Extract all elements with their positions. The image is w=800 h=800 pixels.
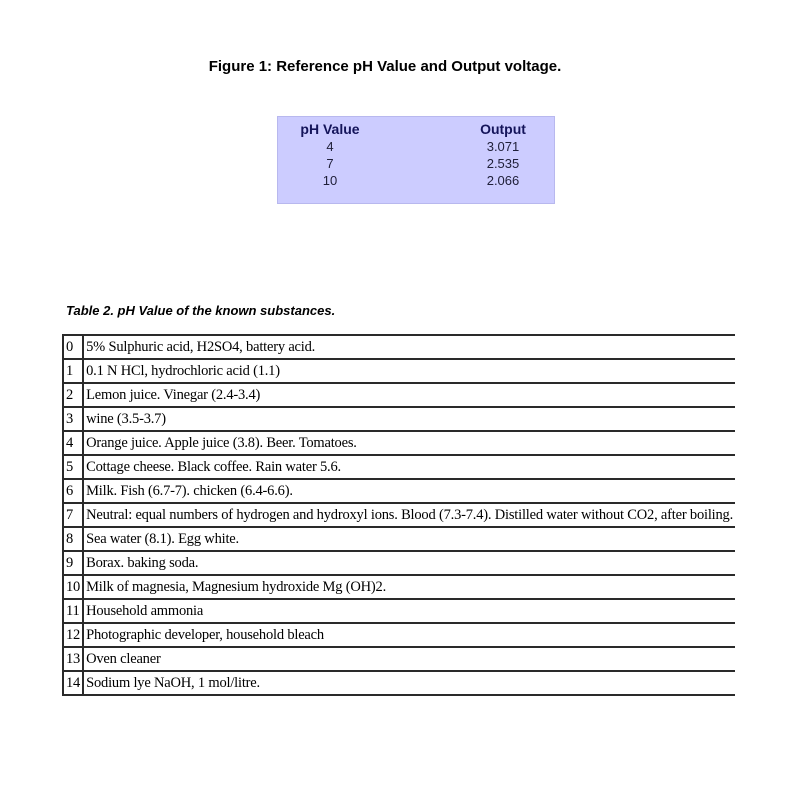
ph-value-cell: 4: [326, 139, 334, 154]
ph-number-cell: 6: [63, 479, 83, 503]
figure-title: Figure 1: Reference pH Value and Output voltage.: [208, 58, 562, 75]
substance-description-cell: Borax. baking soda.: [83, 551, 735, 575]
ph-number-cell: 7: [63, 503, 83, 527]
substance-description-cell: wine (3.5-3.7): [83, 407, 735, 431]
substance-description-cell: Sea water (8.1). Egg white.: [83, 527, 735, 551]
substance-description-cell: Milk. Fish (6.7-7). chicken (6.4-6.6).: [83, 479, 735, 503]
output-cell: 2.066: [486, 173, 520, 188]
ph-value-column: [292, 121, 368, 189]
ph-number-cell: 2: [63, 383, 83, 407]
table-row: [63, 575, 735, 599]
ph-number-cell: 10: [63, 575, 83, 599]
substance-description-cell: Orange juice. Apple juice (3.8). Beer. Tomatoes.: [83, 431, 735, 455]
table-row: [63, 647, 735, 671]
reference-table: [277, 116, 555, 204]
substance-description-cell: Oven cleaner: [83, 647, 735, 671]
substance-description-cell: Milk of magnesia, Magnesium hydroxide Mg (OH)2.: [83, 575, 735, 599]
table-row: [63, 671, 735, 695]
output-cell: 2.535: [486, 156, 520, 171]
ph-number-cell: 0: [63, 335, 83, 359]
ph-value-cell: 10: [322, 173, 338, 188]
table-row: [63, 359, 735, 383]
table-row: [63, 407, 735, 431]
ph-number-cell: 5: [63, 455, 83, 479]
table-caption: Table 2. pH Value of the known substances.: [66, 303, 336, 318]
table-row: [63, 431, 735, 455]
substance-description-cell: 0.1 N HCl, hydrochloric acid (1.1): [83, 359, 735, 383]
table-row: [63, 527, 735, 551]
table-row: [63, 599, 735, 623]
substance-description-cell: Neutral: equal numbers of hydrogen and hydroxyl ions. Blood (7.3-7.4). Distilled water without CO2, after boiling.: [83, 503, 735, 527]
output-cell: 3.071: [486, 139, 520, 154]
ph-number-cell: 11: [63, 599, 83, 623]
ph-number-cell: 3: [63, 407, 83, 431]
table-row: [63, 623, 735, 647]
ph-number-cell: 12: [63, 623, 83, 647]
known-substances-table: [62, 334, 735, 696]
output-column: [463, 121, 543, 189]
table-row: [63, 551, 735, 575]
table-row: [63, 383, 735, 407]
substance-description-cell: Lemon juice. Vinegar (2.4-3.4): [83, 383, 735, 407]
table-row: [63, 335, 735, 359]
ph-value-header: pH Value: [300, 121, 360, 137]
table-row: [63, 503, 735, 527]
substance-description-cell: 5% Sulphuric acid, H2SO4, battery acid.: [83, 335, 735, 359]
table-row: [63, 479, 735, 503]
ph-number-cell: 8: [63, 527, 83, 551]
ph-number-cell: 1: [63, 359, 83, 383]
output-header: Output: [480, 121, 526, 137]
substance-description-cell: Sodium lye NaOH, 1 mol/litre.: [83, 671, 735, 695]
substance-description-cell: Photographic developer, household bleach: [83, 623, 735, 647]
ph-number-cell: 14: [63, 671, 83, 695]
ph-value-cell: 7: [326, 156, 334, 171]
substance-description-cell: Household ammonia: [83, 599, 735, 623]
ph-number-cell: 13: [63, 647, 83, 671]
table-row: [63, 455, 735, 479]
ph-number-cell: 9: [63, 551, 83, 575]
ph-number-cell: 4: [63, 431, 83, 455]
substance-description-cell: Cottage cheese. Black coffee. Rain water 5.6.: [83, 455, 735, 479]
